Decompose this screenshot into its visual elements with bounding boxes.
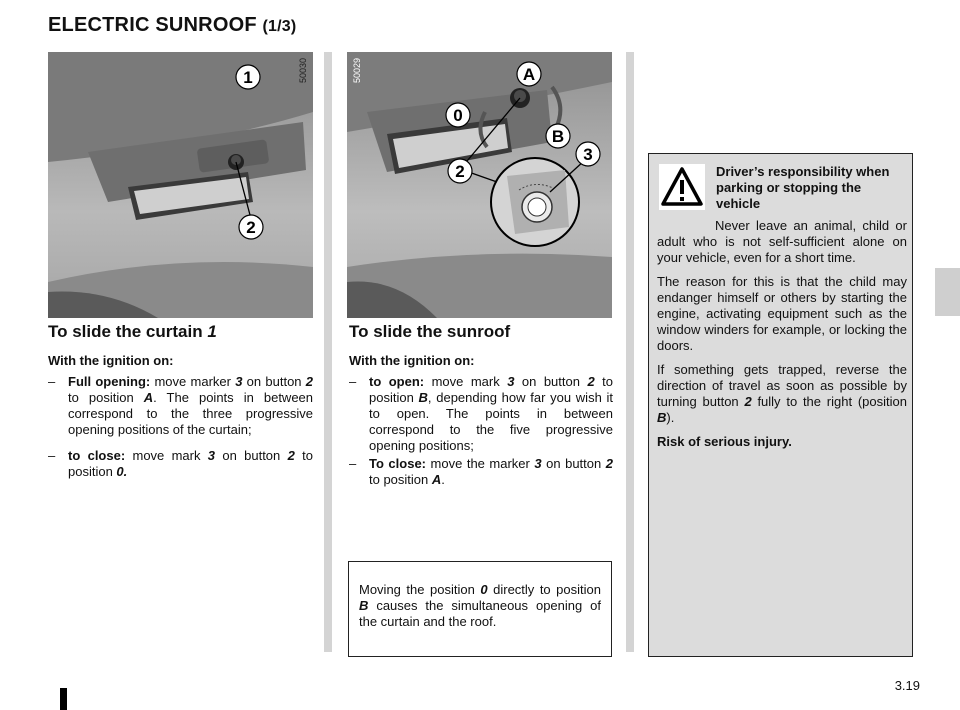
list-item: – to close: move mark 3 on button 2 to position 0.: [48, 448, 313, 479]
column-divider-right: [626, 52, 634, 652]
figure-code-middle: 50029: [352, 58, 362, 84]
sunroof-condition: With the ignition on:: [349, 353, 475, 368]
warning-paragraph: The reason for this is that the child may endanger himself or others by starting the engine, activating equipment such as the window winders for example, or locking the doors.: [657, 274, 907, 353]
section-tab-marker: [935, 268, 960, 316]
svg-text:0: 0: [453, 106, 463, 125]
title-main: ELECTRIC SUNROOF: [48, 14, 257, 36]
note-box: Moving the position 0 directly to position B causes the simultaneous opening of the curtain and the roof.: [348, 561, 612, 657]
svg-text:2: 2: [246, 218, 256, 237]
curtain-section: [48, 322, 313, 490]
curtain-condition: With the ignition on:: [48, 353, 174, 368]
callout-0: [446, 103, 470, 127]
callout-2: [239, 215, 263, 239]
curtain-heading: To slide the curtain 1: [48, 322, 217, 341]
figure-curtain-control: [48, 52, 313, 318]
figure-curtain-illustration: [48, 52, 313, 318]
callout-A: [517, 62, 541, 86]
callout-B: [546, 124, 570, 148]
column-divider-left: [324, 52, 332, 652]
callout-1: [236, 65, 260, 89]
svg-text:3: 3: [583, 145, 593, 164]
page-title: [48, 14, 296, 37]
figure-code-left: 50030: [298, 58, 308, 84]
svg-text:A: A: [522, 65, 536, 84]
warning-body: [657, 218, 907, 458]
figure-sunroof-illustration: [347, 52, 612, 318]
warning-emphasis: Risk of serious injury.: [657, 434, 792, 449]
warning-box: [648, 153, 913, 657]
svg-text:1: 1: [243, 68, 253, 87]
callout-3: [576, 142, 600, 166]
figure-sunroof-control: [347, 52, 612, 318]
title-part: (1/3): [262, 18, 297, 35]
list-item: – To close: move the marker 3 on button 2 to position A.: [349, 456, 613, 487]
curtain-steps: [48, 374, 313, 480]
list-item: – Full opening: move marker 3 on button 2 to position A. The points in between correspond to the three progressive opening positions of the curtain;: [48, 374, 314, 437]
list-item: – to open: move mark 3 on button 2 to position B, depending how far you wish it to open. The points in between correspond to the five progressive opening positions;: [349, 374, 614, 453]
sunroof-steps: [349, 374, 613, 488]
svg-text:B: B: [551, 127, 565, 146]
callout-2: [448, 159, 472, 183]
corner-mark: [60, 688, 67, 710]
page-number: 3.19: [894, 678, 920, 693]
warning-heading: Driver’s responsibility when parking or stopping the vehicle: [716, 164, 890, 211]
sunroof-heading: To slide the sunroof: [349, 322, 511, 341]
warning-paragraph: If something gets trapped, reverse the direction of travel as soon as possible by turning button 2 fully to the right (position B).: [657, 362, 907, 425]
sunroof-section: [349, 322, 613, 498]
warning-paragraph: Never leave an animal, child or adult who is not self-sufficient alone on your vehicle, even for a short time.: [657, 218, 907, 265]
warning-triangle-icon: [659, 164, 705, 210]
svg-text:2: 2: [455, 162, 465, 181]
